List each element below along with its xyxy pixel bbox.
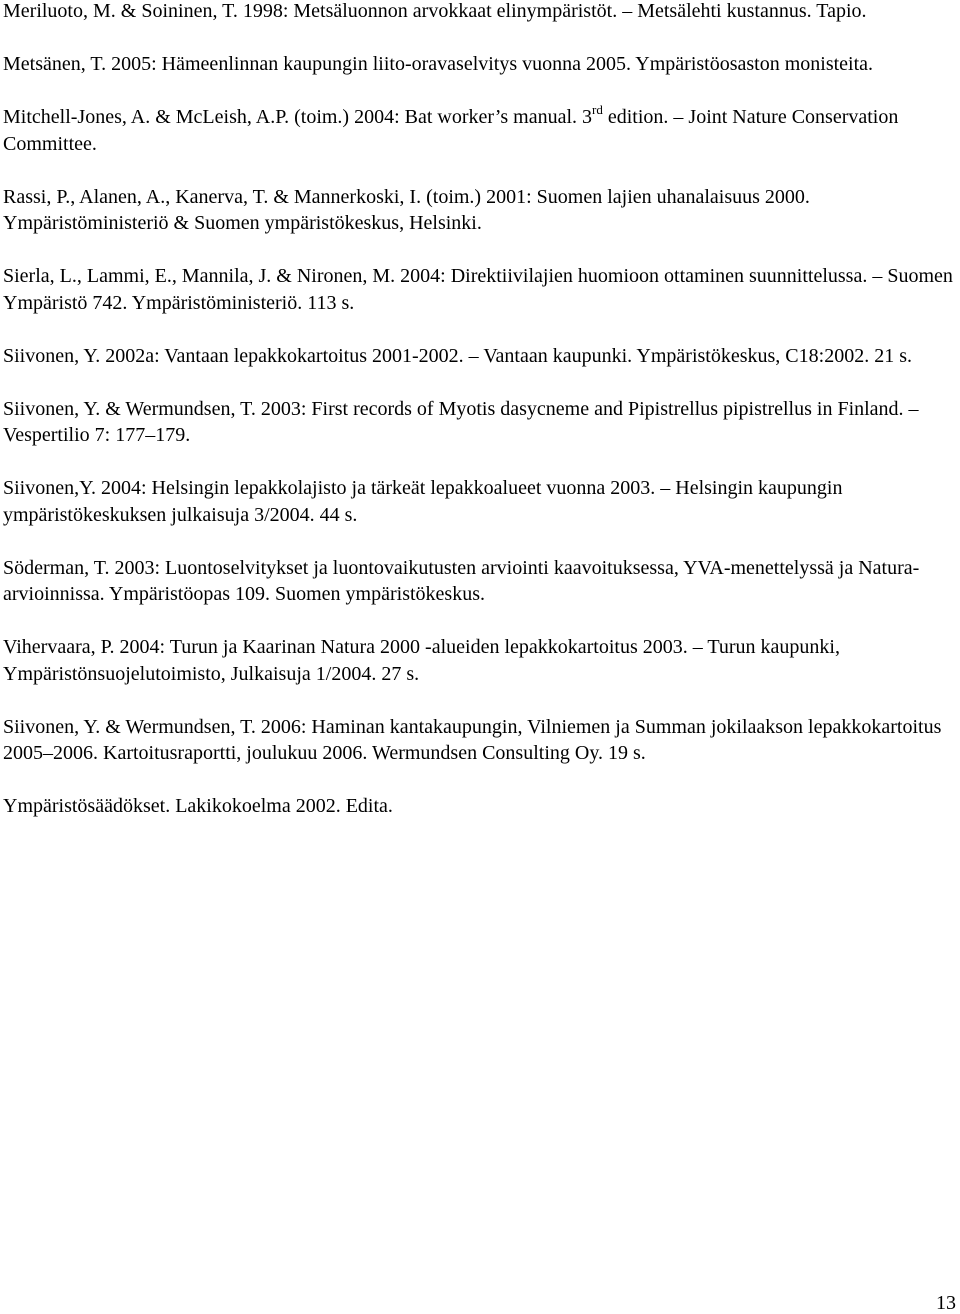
reference-entry: Rassi, P., Alanen, A., Kanerva, T. & Mannerkoski, I. (toim.) 2001: Suomen lajien uhanalaisuus 2000. Ympäristöministeriö & Suomen ympäristökeskus, Helsinki. [3,185,810,234]
reference-entry: Sierla, L., Lammi, E., Mannila, J. & Nironen, M. 2004: Direktiivilajien huomioon ottaminen suunnittelussa. – Suomen Ympäristö 742. Ympäristöministeriö. 113 s. [3,265,953,314]
reference-entry: Ympäristösäädökset. Lakikokoelma 2002. Edita. [3,795,393,817]
reference-entry: Siivonen, Y. & Wermundsen, T. 2003: First records of Myotis dasycneme and Pipistrellus pipistrellus in Finland. – Vespertilio 7: 177–179. [3,397,919,446]
reference-entry: Meriluoto, M. & Soininen, T. 1998: Metsäluonnon arvokkaat elinympäristöt. – Metsälehti kustannus. Tapio. [3,0,867,22]
reference-entry: Metsänen, T. 2005: Hämeenlinnan kaupungin liito-oravaselvitys vuonna 2005. Ympäristöosaston monisteita. [3,53,874,75]
reference-entry: Söderman, T. 2003: Luontoselvitykset ja luontovaikutusten arviointi kaavoituksessa, YVA-menettelyssä ja Natura-arvioinnissa. Ympäristöopas 109. Suomen ympäristökeskus. [3,556,920,605]
reference-text: Mitchell-Jones, A. & McLeish, A.P. (toim.) 2004: Bat worker’s manual. 3 [3,106,593,128]
reference-entry [3,104,953,157]
reference-text: edition. – Joint Nature Conservation Committee. [3,106,899,155]
page-number: 13 [936,1292,956,1314]
reference-entry: Siivonen,Y. 2004: Helsingin lepakkolajisto ja tärkeät lepakkoalueet vuonna 2003. – Helsingin kaupungin ympäristökeskuksen julkaisuja 3/2004. 44 s. [3,477,843,526]
reference-entry: Vihervaara, P. 2004: Turun ja Kaarinan Natura 2000 -alueiden lepakkokartoitus 2003. – Turun kaupunki, Ympäristönsuojelutoimisto, Julkaisuja 1/2004. 27 s. [3,636,840,685]
superscript: rd [592,102,603,117]
reference-entry: Siivonen, Y. & Wermundsen, T. 2006: Haminan kantakaupungin, Vilniemen ja Summan jokilaakson lepakkokartoitus 2005–2006. Kartoitusraportti, joulukuu 2006. Wermundsen Consulting Oy. 19 s. [3,715,942,764]
reference-list [3,0,953,846]
reference-entry: Siivonen, Y. 2002a: Vantaan lepakkokartoitus 2001-2002. – Vantaan kaupunki. Ympäristökeskus, C18:2002. 21 s. [3,344,912,367]
